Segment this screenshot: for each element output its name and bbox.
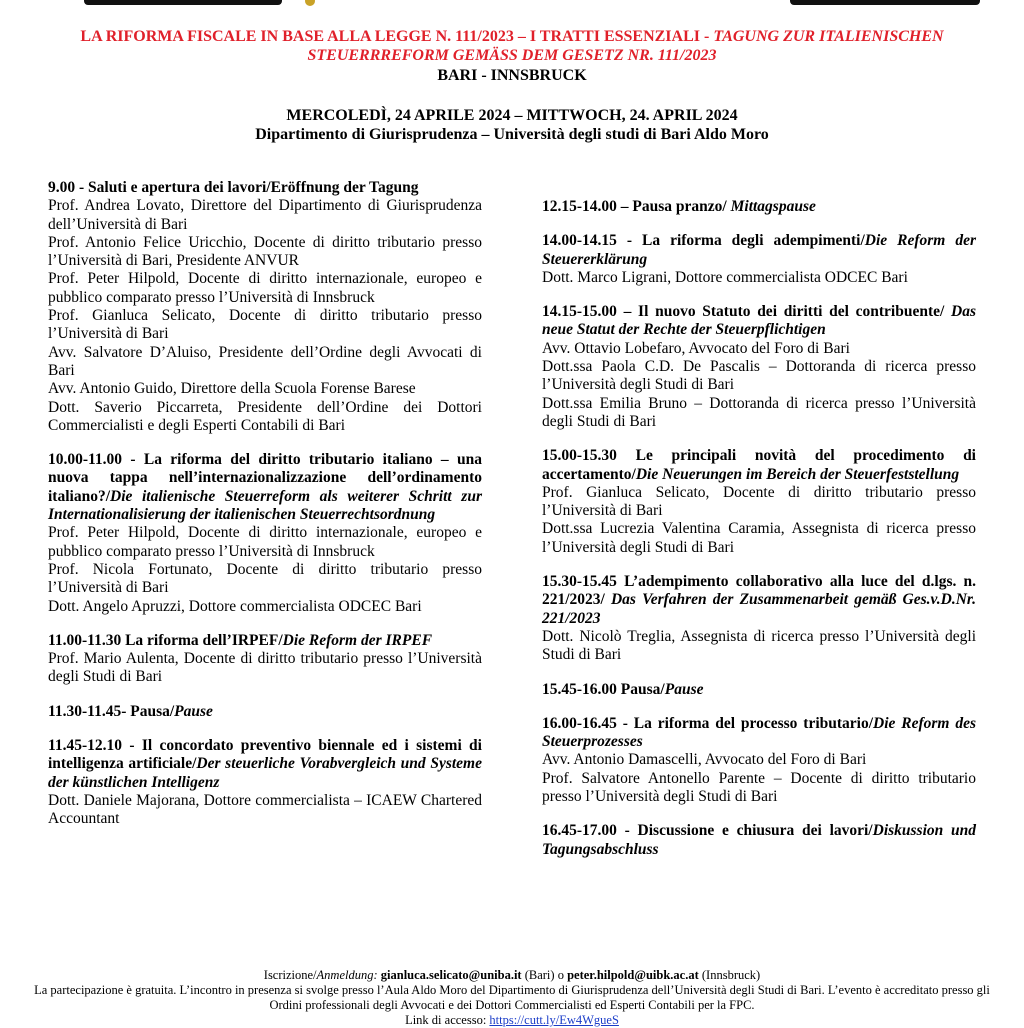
- speaker-line: Dott.ssa Emilia Bruno – Dottoranda di ricerca presso l’Università degli Studi di Bari: [542, 394, 976, 430]
- session-time: 15.45-16.00: [542, 680, 617, 698]
- logo-emblem: [305, 0, 315, 6]
- bari-note: (Bari) o: [521, 968, 568, 982]
- speaker-line: Prof. Antonio Felice Uricchio, Docente di diritto tributario presso l’Università di Bari, Presidente ANVUR: [48, 233, 482, 270]
- session-title-german: Die Neuerungen im Bereich der Steuerfeststellung: [635, 465, 960, 483]
- session-title: - La riforma degli adempimenti/: [616, 232, 865, 250]
- session-heading: [542, 447, 976, 484]
- speaker-line: Prof. Gianluca Selicato, Docente di diritto tributario presso l’Università di Bari: [48, 307, 482, 343]
- session-block: [542, 232, 976, 287]
- logo-right: [790, 0, 980, 5]
- session-time: 14.15-15.00: [542, 303, 617, 321]
- session-heading: [48, 179, 482, 197]
- session-time: 11.45-12.10: [48, 737, 123, 755]
- session-block: [542, 681, 976, 699]
- speaker-line: Prof. Gianluca Selicato, Docente di diritto tributario presso l’Università di Bari: [542, 483, 976, 520]
- session-title-german: Die Reform der IRPEF: [282, 631, 433, 649]
- session-title-german: Das Verfahren der Zusammenarbeit gemäß Ges.v.D.Nr. 221/2023: [542, 591, 976, 627]
- session-title: Le principali novità del procedimento di accertamento/: [542, 447, 976, 483]
- session-time: 10.00-11.00: [48, 451, 123, 469]
- session-heading: [542, 303, 976, 340]
- speaker-line: Avv. Ottavio Lobefaro, Avvocato del Foro di Bari: [542, 339, 850, 357]
- session-block: [48, 179, 482, 435]
- session-heading: [542, 232, 976, 269]
- session-heading: [48, 737, 482, 792]
- session-title: - La riforma del diritto tributario italiano – una nuova tappa nell’internazionalizzazione dell’ordinamento italiano?/: [48, 451, 482, 505]
- session-title: – Pausa pranzo/: [616, 198, 731, 215]
- session-block: [542, 822, 976, 859]
- session-heading: [48, 451, 482, 524]
- event-cities: BARI - INNSBRUCK: [437, 67, 587, 84]
- session-heading: [542, 681, 976, 699]
- session-block: [542, 447, 976, 557]
- access-link-line: [30, 1013, 994, 1028]
- speaker-line: Dott. Marco Ligrani, Dottore commercialista ODCEC Bari: [542, 268, 908, 286]
- session-time: 15.00-15.30: [542, 447, 617, 465]
- session-block: [542, 198, 976, 216]
- event-department: Dipartimento di Giurisprudenza – Università degli studi di Bari Aldo Moro: [255, 126, 769, 143]
- session-time: 16.45-17.00: [542, 822, 617, 840]
- event-date: MERCOLEDÌ, 24 APRILE 2024 – MITTWOCH, 24. APRIL 2024: [286, 107, 738, 124]
- logo-left: [84, 0, 282, 5]
- session-heading: [48, 703, 482, 721]
- speaker-line: Dott.ssa Lucrezia Valentina Caramia, Assegnista di ricerca presso l’Università degli Studi di Bari: [542, 520, 976, 556]
- title-german: TAGUNG ZUR ITALIENISCHEN STEUERRREFORM GEMÄSS DEM GESETZ NR. 111/2023: [307, 28, 944, 64]
- speaker-line: Dott.ssa Paola C.D. De Pascalis – Dottoranda di ricerca presso l’Università degli Studi di Bari: [542, 358, 976, 394]
- registration-label: Iscrizione/: [263, 968, 317, 982]
- speaker-line: Prof. Salvatore Antonello Parente – Docente di diritto tributario presso l’Università degli Studi di Bari: [542, 769, 976, 806]
- speaker-line: Avv. Antonio Guido, Direttore della Scuola Forense Barese: [48, 380, 416, 398]
- program-column-right: [542, 198, 976, 875]
- speaker-line: Dott. Saverio Piccarreta, Presidente dell’Ordine dei Dottori Commercialisti e degli Esperti Contabili di Bari: [48, 398, 482, 434]
- access-link-label: Link di accesso:: [405, 1013, 490, 1027]
- session-title: La riforma dell’IRPEF/: [121, 631, 283, 649]
- session-title-german: Pause: [664, 680, 704, 698]
- speaker-line: Prof. Andrea Lovato, Direttore del Dipartimento di Giurisprudenza dell’Università di Bari: [48, 197, 482, 233]
- session-block: [48, 703, 482, 721]
- session-time: 9.00: [48, 179, 76, 196]
- email-bari-link[interactable]: gianluca.selicato@uniba.it: [380, 968, 522, 982]
- speaker-line: Dott. Daniele Majorana, Dottore commercialista – ICAEW Chartered Accountant: [48, 791, 482, 828]
- title-italian: LA RIFORMA FISCALE IN BASE ALLA LEGGE N. 111/2023 – I TRATTI ESSENZIALI -: [80, 28, 714, 45]
- session-title: - Pausa/: [121, 702, 175, 720]
- session-heading: [542, 715, 976, 752]
- session-heading: [542, 822, 976, 859]
- session-time: 16.00-16.45: [542, 714, 617, 732]
- session-title: - La riforma del processo tributario/: [616, 714, 874, 732]
- session-heading: [542, 573, 976, 628]
- session-title: - Il concordato preventivo biennale ed i sistemi di intelligenza artificiale/: [48, 737, 482, 773]
- session-block: [48, 737, 482, 828]
- event-title: [40, 27, 984, 65]
- session-title-german: Die italienische Steuerreform als weiterer Schritt zur Internationalisierung der italienischen Steuerrechtsordnung: [48, 487, 482, 524]
- speaker-line: Prof. Mario Aulenta, Docente di diritto tributario presso l’Università degli Studi di Bari: [48, 650, 482, 686]
- session-heading: [542, 198, 976, 216]
- session-time: 11.00-11.30: [48, 631, 122, 649]
- program-column-left: [48, 179, 482, 845]
- session-block: [542, 303, 976, 431]
- registration-line: [30, 968, 994, 983]
- footer: [30, 968, 994, 1028]
- participation-info: La partecipazione è gratuita. L’incontro in presenza si svolge presso l’Aula Aldo Moro del Dipartimento di Giurisprudenza dell’Università degli Studi di Bari. L’evento è accreditato presso gli Ordini professionali degli Avvocati e dei Dottori Commercialisti ed Esperti Contabili per la FPC.: [34, 983, 990, 1012]
- session-title: – Il nuovo Statuto dei diritti del contribuente/: [616, 303, 952, 321]
- session-title-german: Mittagspause: [730, 198, 816, 215]
- session-title-german: Das neue Statut der Rechte der Steuerpflichtigen: [542, 303, 976, 339]
- session-title: Pausa/: [616, 680, 665, 698]
- speaker-line: Prof. Peter Hilpold, Docente di diritto internazionale, europeo e pubblico comparato presso l’Università di Innsbruck: [48, 524, 482, 560]
- speaker-line: Avv. Antonio Damascelli, Avvocato del Foro di Bari: [542, 751, 867, 769]
- session-time: 15.30-15.45: [542, 573, 617, 591]
- session-title: - Saluti e apertura dei lavori/Eröffnung der Tagung: [75, 179, 419, 196]
- session-title-german: Der steuerliche Vorabvergleich und Systeme der künstlichen Intelligenz: [48, 755, 482, 791]
- session-block: [542, 573, 976, 664]
- speaker-line: Prof. Peter Hilpold, Docente di diritto internazionale, europeo e pubblico comparato presso l’Università di Innsbruck: [48, 270, 482, 306]
- access-link[interactable]: https://cutt.ly/Ew4WgueS: [489, 1013, 619, 1027]
- session-time: 14.00-14.15: [542, 232, 617, 250]
- session-title: L’adempimento collaborativo alla luce del d.lgs. n. 221/2023/: [542, 573, 976, 609]
- innsbruck-note: (Innsbruck): [698, 968, 761, 982]
- speaker-line: Dott. Nicolò Treglia, Assegnista di ricerca presso l’Università degli Studi di Bari: [542, 627, 976, 664]
- speaker-line: Dott. Angelo Apruzzi, Dottore commercialista ODCEC Bari: [48, 597, 422, 615]
- registration-label-german: Anmeldung:: [316, 968, 378, 982]
- session-heading: [48, 632, 482, 650]
- session-title: - Discussione e chiusura dei lavori/: [616, 822, 873, 840]
- speaker-line: Avv. Salvatore D’Aluiso, Presidente dell’Ordine degli Avvocati di Bari: [48, 343, 482, 379]
- session-title-german: Diskussion und Tagungsabschluss: [542, 822, 976, 858]
- session-block: [48, 451, 482, 616]
- session-title-german: Die Reform der Steuererklärung: [542, 232, 976, 268]
- session-time: 12.15-14.00: [542, 198, 617, 215]
- session-block: [48, 632, 482, 687]
- session-time: 11.30-11.45: [48, 702, 122, 720]
- session-title-german: Die Reform des Steuerprozesses: [542, 714, 976, 751]
- session-block: [542, 715, 976, 806]
- speaker-line: Prof. Nicola Fortunato, Docente di diritto tributario presso l’Università di Bari: [48, 560, 482, 597]
- email-innsbruck-link[interactable]: peter.hilpold@uibk.ac.at: [567, 968, 699, 982]
- session-title-german: Pause: [174, 702, 213, 720]
